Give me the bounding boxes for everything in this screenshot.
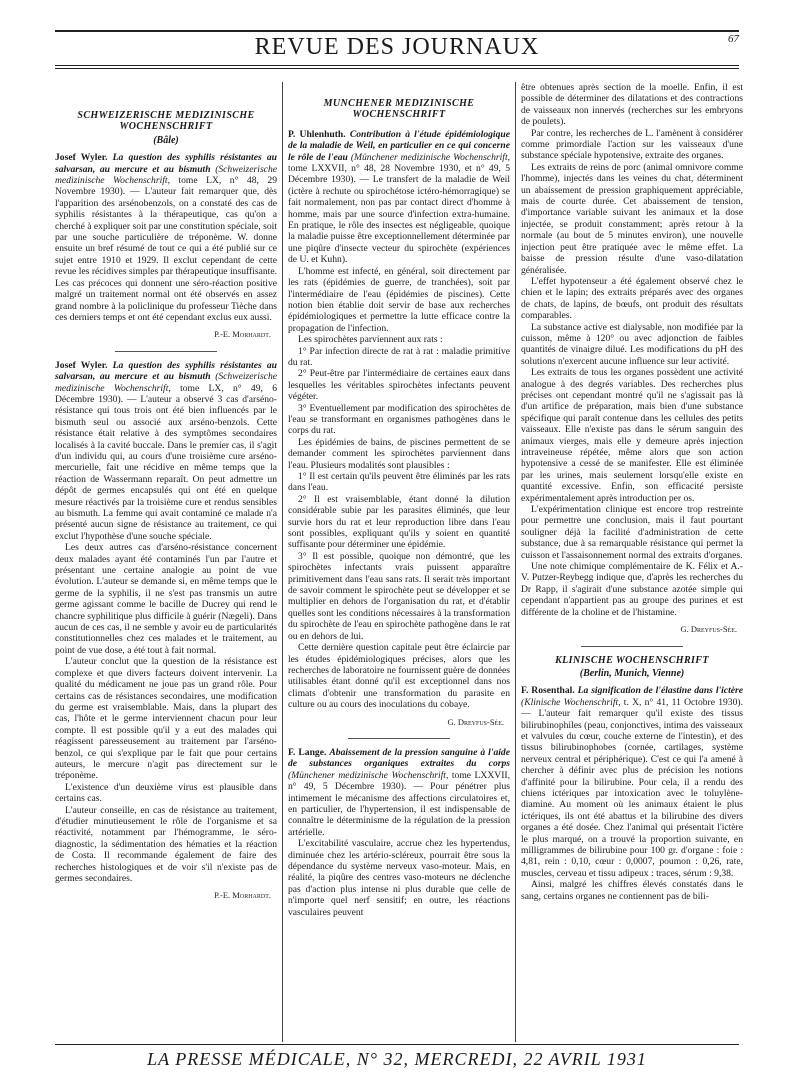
article-journal: (Münchener medizinische Wochenschrift, bbox=[288, 769, 449, 781]
running-title: REVUE DES JOURNAUX bbox=[254, 34, 540, 60]
article-paragraph: Par contre, les recherches de L. l'amènent à considérer comme primordiale l'action sur les vaisseaux d'une substance spéciale hypotensive, extraite des organes. bbox=[521, 127, 743, 162]
section-heading: SCHWEIZERISCHE MEDIZINISCHE WOCHENSCHRIFT bbox=[77, 110, 255, 133]
article-paragraph bbox=[55, 152, 277, 323]
article-paragraph bbox=[288, 747, 510, 838]
article-paragraph bbox=[55, 360, 277, 543]
article-author: Josef Wyler. bbox=[55, 359, 108, 371]
article-title: Contribution à l'étude épidémiologique de la maladie de Weil, en particulier en ce qui concerne le rôle de l'eau bbox=[288, 128, 510, 163]
article-journal: (Schweizerische medizinische Wochenschrift, bbox=[55, 163, 277, 187]
column-2 bbox=[288, 82, 510, 1042]
article-divider bbox=[581, 646, 683, 647]
section-heading: MUNCHENER MEDIZINISCHE WOCHENSCHRIFT bbox=[323, 98, 475, 121]
page-footer bbox=[55, 1044, 739, 1070]
article-uhlenhuth bbox=[288, 129, 510, 728]
article-paragraph: Cette dernière question capitale peut être éclaircie par les études épidémiologiques précises, alors que les recherches de laboratoire ne fournissent guère de données utilisables étant donné qu'il est exceptionnel dans nos climats d'obtenir une transformation du parasite en culture ou au cours des inoculations du cobaye. bbox=[288, 642, 510, 711]
article-title: La question des syphilis résistantes au salvarsan, au mercure et au bismuth bbox=[55, 152, 277, 175]
article-paragraph: Les extraits de tous les organes possèdent une activité analogue à des degrés variables. Des recherches plus précises ont cependant montré qu'il ne s'agissait pas là d'un artifice de préparation, mais bien d'une substance spécifique qui paraît contenue dans les cellules des petits vaisseaux. Elle n'existe pas dans le sérum sanguin des animaux vierges, mais elle y demeure après injection intraveineuse répétée, même alors que son action hypotensive a cessé de se manifester. Elle est éliminée par les urines, mais seulement lorsqu'elle existe en quantité excessive. Enfin, son efficacité persiste expérimentalement après introduction per os. bbox=[521, 367, 743, 504]
article-rosenthal bbox=[521, 685, 743, 902]
article-body: tome LX, n° 49, 6 Décembre 1930). — L'auteur a observé 3 cas d'arséno-résistance qui tous trois ont été bien influencés par le bismuth seul ou associé aux arséno-benzols. Cette résistance était relative à des symptômes secondaires localisés à la cavité buccale. Dans le premier cas, il s'agit d'un individu qui, au cours d'une troisième cure arséno-mercurielle, fait une récidive en même temps que la réaction de Wassermann reparaît. On peut admettre un dépôt de germes encapsulés qui ont été en quelque mesure réactivés par la troisième cure et rendus sensibles au bismuth. La femme qui avait contaminé ce malade n'a présenté aucun signe de résistance au traitement, ce qui exclut l'hypothèse d'une souche spéciale. bbox=[55, 382, 277, 542]
footer-rule bbox=[55, 1044, 739, 1045]
header-bottom-rule bbox=[55, 65, 739, 69]
article-paragraph bbox=[521, 685, 743, 879]
section-subheading: (Bâle) bbox=[153, 134, 179, 146]
article-author: P. Uhlenhuth. bbox=[288, 128, 346, 140]
article-paragraph: L'auteur conclut que la question de la résistance est complexe et que divers facteurs doivent intervenir. La qualité du médicament ne joue pas un grand rôle. Pour certains cas de résistances secondaires, une modification du germe est vraisemblable. Mais, dans la plupart des cas, l'hôte et le germe interviennent chacun pour leur compte. Il est possible qu'il y a eut des malades qui réagissent paresseusement au traitement par l'arséno-benzol, ce qui s'explique par le fait que pour certains auteurs, le mercure n'agit pas directement sur le tréponème. bbox=[55, 656, 277, 782]
article-signature: G. Dreyfus-Sée. bbox=[680, 624, 737, 635]
article-signature: P.-E. Morhardt. bbox=[214, 329, 271, 340]
article-paragraph: 1° Il est certain qu'ils peuvent être éliminés par les rats dans l'eau. bbox=[288, 471, 510, 494]
article-journal: (Schweizerische medizinische Wochenschrift, bbox=[55, 371, 277, 394]
article-paragraph: L'existence d'un deuxième virus est plausible dans certains cas. bbox=[55, 781, 277, 805]
header-top-rule bbox=[55, 30, 739, 32]
section-heading: KLINISCHE WOCHENSCHRIFT bbox=[555, 654, 709, 666]
column-divider-1 bbox=[282, 82, 283, 1042]
article-author: F. Lange. bbox=[288, 746, 327, 758]
article-title: La signification de l'élastine dans l'ictère bbox=[577, 685, 743, 697]
article-lange-continued bbox=[521, 82, 743, 636]
article-paragraph: L'effet hypotenseur a été également observé chez le chien et le lapin; des extraits préparés avec des organes de chats, de lapins, de bœufs, ont produit des résultats comparables. bbox=[521, 275, 743, 322]
article-paragraph: être obtenues après section de la moelle. Enfin, il est possible de déterminer des dilatations et des contractions de vaisseaux non innervés (recherches sur les embryons de poulets). bbox=[521, 82, 743, 128]
article-paragraph: Les extraits de reins de porc (animal omnivore comme l'homme), injectés dans les veines du chat, déterminent un abaissement de pression graphiquement appréciable, mais de courte durée. Cet abaissement de tension, d'importance variable suivant les animaux et la dose injectée, se produit constamment; après retour à la normale (au bout de 5 minutes environ), une nouvelle injection peut être pratiquée avec le même effet. La baisse de pression résulte d'une vaso-dilatation généralisée. bbox=[521, 161, 743, 276]
article-paragraph: 3° Il est possible, quoique non démontré, que les spirochètes infectants vrais puissent apparaître primitivement dans l'eau sans rats. Il serait très important de savoir comment le spirochète peut se développer et se multiplier en dehors de l'organisation du rat, et d'établir quelles sont les conditions nécessaires à la transformation du spirochète de l'eau en spirochète pathogène dans le rat ou en dehors de lui. bbox=[288, 550, 510, 642]
article-paragraph: 2° Il est vraisemblable, étant donné la dilution considérable subie par les parasites éliminés, que leur survie hors du rat et leur reproduction libre dans l'eau sont possibles, expliquant qu'ils y soient en quantité suffisante pour déterminer une épidémie. bbox=[288, 493, 510, 551]
section-subheading: (Berlin, Munich, Vienne) bbox=[579, 667, 685, 679]
article-paragraph: Les deux autres cas d'arséno-résistance concernent deux malades ayant été contaminés l'un par l'autre et présentant une certaine analogie au point de vue évolution. L'auteur se demande si, en même temps que le germe de la syphilis, il ne s'est pas transmis un autre germe agissant comme le bacille de Ducrey qui rend le chancre syphilitique plus difficile à guérir (Nægeli). Dans aucun de ces cas, il ne semble y avoir eu de particularités constitutionnelles chez ces malades et le traitement, au point de vue dose, a été tout à fait normal. bbox=[55, 542, 277, 656]
column-1 bbox=[55, 82, 277, 1042]
article-title: Abaissement de la pression sanguine à l'aide de substances organiques extraites du corps bbox=[288, 746, 510, 770]
article-body: t. X, n° 41, 11 Octobre 1930). — L'auteur fait remarquer qu'il existe des tissus bilirubinophiles (peau, conjonctives, intima des vaisseaux et valvules du cœur, couche externe de l'intestin), et des tissus bilirubinophobes (cornée, cartilages, système nerveux central et périphérique). C'est ce qui l'a amené à chercher à définir avec plus de précision les notions d'affinité pour la bilirubine. Pour cela, il a rendu des chiens ictériques par intoxication avec le toluylène-diamine. Au moment où les animaux étaient le plus ictériques, ils ont été abattus et la bilirubine des divers organes a été dosée. Chez l'animal qui présentait l'ictère le plus marqué, on a trouvé la proportion suivante, en milligrammes de bilirubine pour 100 gr. d'organe : foie : 4,81, rein : 0,10, cœur : 0,0007, poumon : 0,26, rate, muscles, cerveau et tissu adipeux : traces, sérum : 9,38. bbox=[521, 696, 743, 879]
article-journal: (Klinische Wochenschrift, bbox=[521, 696, 621, 708]
article-body: tome LX, n° 48, 29 Novembre 1930). — L'auteur fait remarquer que, dès l'apparition des arsénobenzols, on a constaté des cas de syphilis résistantes à la thérapeutique, cas qu'on a cherché à expliquer soit par une constitution spéciale, soit par une souche particulière de tréponème. W. donne ensuite un bref résumé de tout ce qui a été publié sur ce sujet entre 1910 et 1929. Il exclut cependant de cette revue les récidives simples par thérapeutique insuffisante. Les cas précoces qui donnent une séro-réaction positive malgré un traitement normal ont été observés en assez grand nombre à la policlinique du professeur Tièche dans ces derniers temps et ont été cependant exclus eux aussi. bbox=[55, 175, 277, 323]
page-header bbox=[55, 24, 739, 69]
article-wyler-2 bbox=[55, 360, 277, 902]
article-paragraph: L'auteur conseille, en cas de résistance au traitement, d'étudier minutieusement le rôle de l'organisme et sa réactivité, notamment par l'hémogramme, le séro-diagnostic, la sédimentation des hématies et la réaction de Costa. Il recommande également de faire des recherches histologiques et de voir s'il n'existe pas de germes secondaires. bbox=[55, 804, 277, 884]
article-title: La question des syphilis résistantes au salvarsan, au mercure et au bismuth bbox=[55, 359, 277, 383]
article-paragraph: 3° Eventuellement par modification des spirochètes de l'eau se transformant en organismes pathogènes dans le corps du rat. bbox=[288, 402, 510, 437]
article-paragraph: L'expérimentation clinique est encore trop restreinte pour permettre une conclusion, mais il faut pourtant souligner déjà la facilité d'administration de cette substance, due à sa remarquable résistance qui permet la cuisson et l'assaisonnement normal des extraits d'organes. bbox=[521, 504, 743, 561]
column-divider-2 bbox=[515, 82, 516, 1042]
page-number: 67 bbox=[728, 33, 739, 45]
article-signature: P.-E. Morhardt. bbox=[214, 890, 271, 901]
article-divider bbox=[115, 351, 217, 352]
article-paragraph bbox=[288, 129, 510, 266]
article-wyler-1 bbox=[55, 152, 277, 341]
article-body: tome LXXVII, n° 48, 28 Novembre 1930, et n° 49, 5 Décembre 1930). — Le transfert de la maladie de Weil (ictère à rechute ou spirochétose ictéro-hémorragique) se fait normalement, non pas par contact direct d'homme à homme, mais par une source d'infection extra-humaine. En pratique, le rôle des insectes est négligeable, quoique la maladie puisse être exceptionnellement déterminée par une piqûre d'insecte vecteur du spirochète (expériences de U. et Kuhn). bbox=[288, 163, 510, 266]
article-paragraph: L'excitabilité vasculaire, accrue chez les hypertendus, diminuée chez les artério-scléreux, pourrait être sous la dépendance du système nerveux vaso-moteur. Mais, en réalité, la piqûre des centres vaso-moteurs ne déclenche pas d'action plus intense ni plus durable que celle de n'importe quel nerf sensitif; en outre, les réactions vasculaires peuvent bbox=[288, 838, 510, 918]
article-paragraph: La substance active est dialysable, non modifiée par la cuisson, même à 120° ou avec adjonction de faibles quantités de vinaigre dilué. Les modifications du pH des solutions n'exercent aucune influence sur leur activité. bbox=[521, 321, 743, 367]
article-paragraph: Une note chimique complémentaire de K. Félix et A.-V. Putzer-Reybegg indique que, d'après les recherches du Dr Rapp, il s'agirait d'une substance azotée simple qui cependant n'appartient pas au groupe des purines et est différente de la choline et de l'histamine. bbox=[521, 561, 743, 618]
article-author: F. Rosenthal. bbox=[521, 685, 575, 697]
article-divider bbox=[348, 738, 450, 739]
article-signature: G. Dreyfus-Sée. bbox=[447, 716, 504, 727]
column-3 bbox=[521, 82, 743, 1042]
article-paragraph: L'homme est infecté, en général, soit directement par les rats (épidémies de guerre, de tranchées), soit par l'intermédiaire de l'eau (épidémies de piscines). Cette notion bien établie doit servir de base aux recherches épidémiologiques et permettre la lutte efficace contre la propagation de l'infection. bbox=[288, 265, 510, 334]
article-paragraph: Ainsi, malgré les chiffres élevés constatés dans le sang, certains organes ne contiennent pas de bili- bbox=[521, 879, 743, 902]
article-author: Josef Wyler. bbox=[55, 152, 108, 164]
article-paragraph: 1° Par infection directe de rat à rat : maladie primitive du rat. bbox=[288, 345, 510, 368]
article-paragraph: Les spirochètes parviennent aux rats : bbox=[298, 334, 443, 346]
article-lange bbox=[288, 747, 510, 918]
article-body: tome LXXVII, n° 49, 5 Décembre 1930). — Pour pénétrer plus intimement le mécanisme des affections circulatoires et, en particulier, de l'hypertension, il est indispensable de connaître le déterminisme de la régulation de la pression artérielle. bbox=[288, 769, 510, 838]
footer-text: LA PRESSE MÉDICALE, N° 32, MERCREDI, 22 AVRIL 1931 bbox=[147, 1049, 647, 1069]
article-paragraph: 2° Peut-être par l'intermédiaire de certaines eaux dans lesquelles les véritables spirochètes infectants peuvent végéter. bbox=[288, 368, 510, 403]
article-paragraph: Les épidémies de bains, de piscines permettent de se demander comment les spirochètes parviennent dans l'eau. Plusieurs modalités sont plausibles : bbox=[288, 436, 510, 471]
article-journal: (Münchener medizinische Wochenschrift, bbox=[350, 151, 510, 163]
